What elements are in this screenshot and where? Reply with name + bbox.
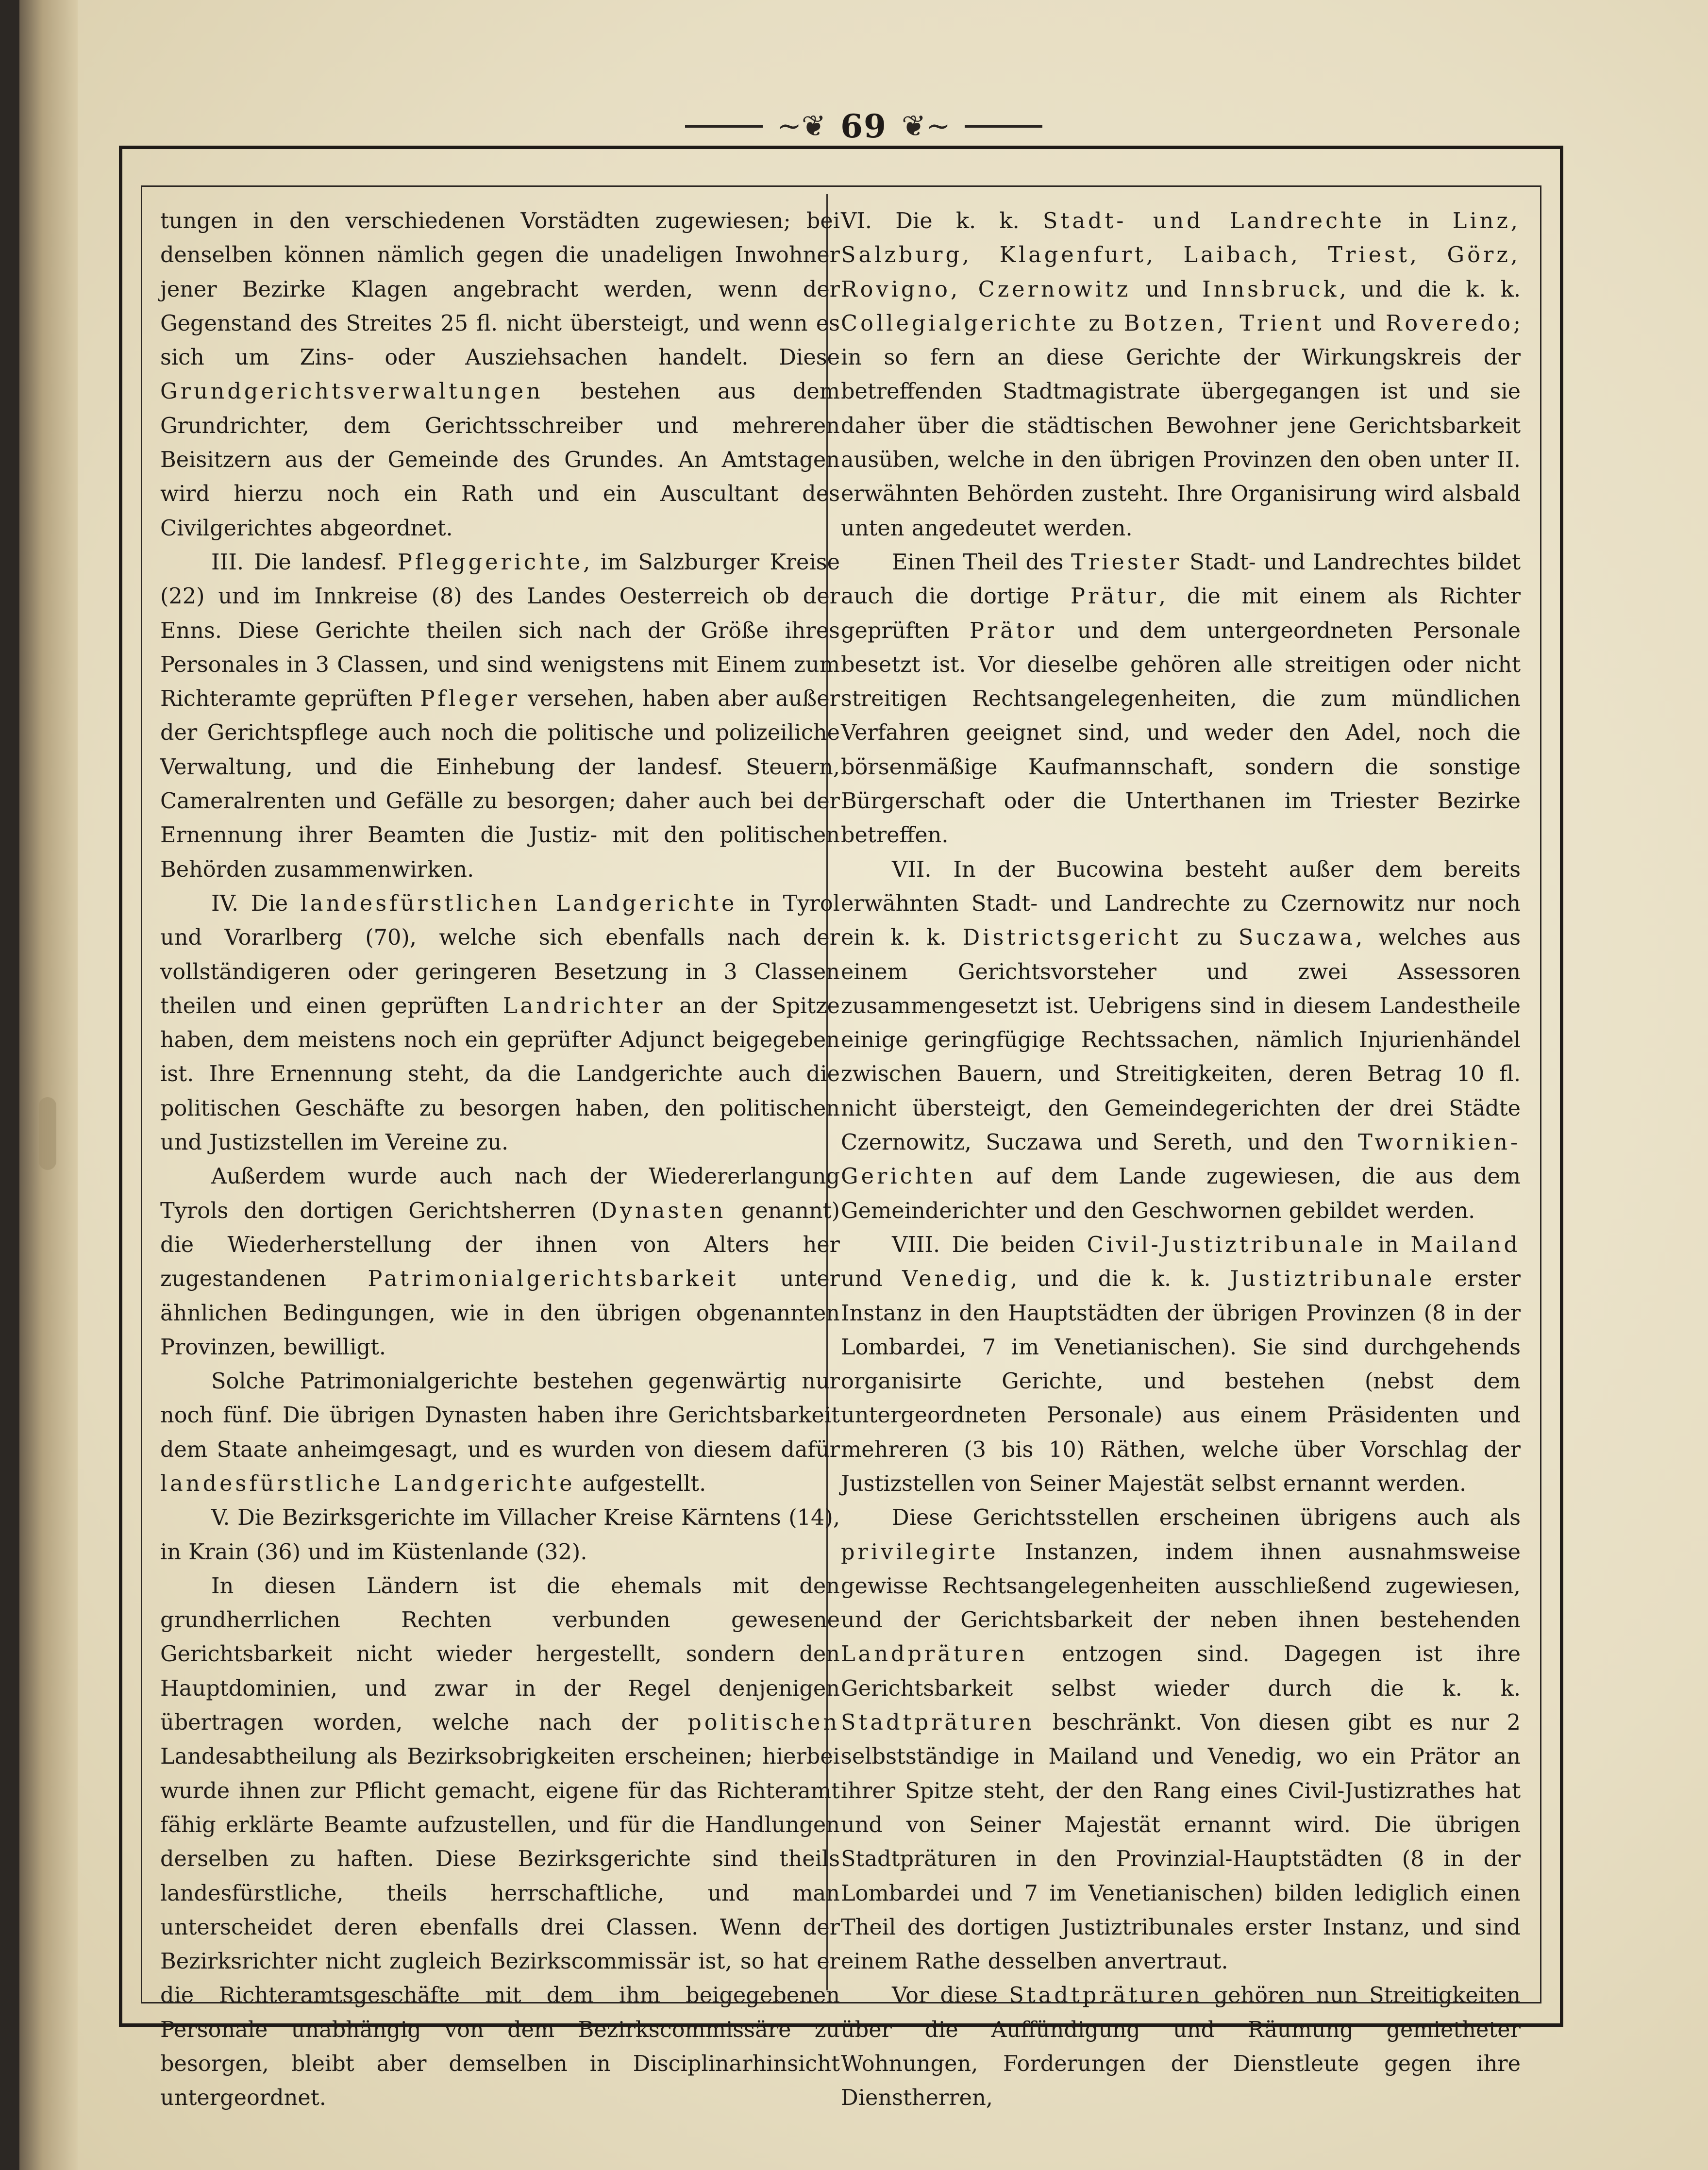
text-run: Landesabtheilung als Bezirksobrigkeiten erscheinen; hierbei wurde ihnen zur Pflicht gemacht, eigene für das Richteramt fähig erklärte Beamte aufzustellen, und für die Handlungen derselben zu haften. Diese Bezirksgerichte sind theils landesfürstliche, theils herrschaftliche, und man unterscheidet deren ebenfalls drei Classen. Wenn der Bezirksrichter nicht zugleich Bezirkscommissär ist, so hat er die Richteramtsgeschäfte mit dem ihm beigegebenen Personale unabhängig von dem Bezirkscommissäre zu besorgen, bleibt aber demselben in Disciplinarhinsicht untergeordnet. [160,1744,840,2111]
spaced-term: landesfürstliche Landgerichte [160,1470,575,1496]
paragraph [160,886,840,1159]
text-run: beschränkt. Von diesen gibt es nur 2 selbstständige in Mailand und Venedig, wo ein Prätor an ihrer Spitze steht, der den Rang eines Civil-Justizrathes hat und von Seiner Majestät ernannt wird. Die übrigen Stadtpräturen in den Provinzial-Hauptstädten (8 in der Lombardei und 7 im Venetianischen) bilden lediglich einen Theil des dortigen Justiztribunales erster Instanz, und sind einem Rathe desselben anvertraut. [841,1710,1521,1974]
spaced-term: Mailand [1410,1232,1521,1257]
page-header [19,102,1708,150]
paragraph [160,545,840,886]
text-run: VII. In der Bucowina besteht außer dem bereits erwähnten Stadt- und Landrechte zu Czernowitz nur noch ein k. k. [841,856,1521,951]
paragraph [160,1364,840,1501]
paragraph [841,1501,1521,1978]
text-run: versehen, haben aber außer der Gerichtspflege auch noch die politische und polizeiliche Verwaltung, und die Einhebung der landesf. Steuern, Cameralrenten und Gefälle zu besorgen; daher auch bei der Ernennung ihrer Beamten die Justiz- mit den politischen Behörden zusammenwirken. [160,686,840,882]
text-run: Außerdem wurde auch nach der Wiedererlangung Tyrols den dortigen Gerichtsherren ( [160,1164,840,1223]
text-run: unter ähnlichen Bedingungen, wie in den übrigen obgenannten Provinzen, bewilligt. [160,1266,840,1360]
text-run: III. Die landesf. [211,549,398,575]
text-run: zu [1079,310,1124,336]
text-run: und [841,1266,903,1292]
spaced-term: Patrimonialgerichtsbarkeit [368,1266,739,1292]
spaced-term: Linz, Salzburg, Klagenfurt, Laibach, Triest, Görz, Rovigno, Czernowitz [841,208,1521,302]
spaced-term: Pfleger [420,686,520,712]
spaced-term: Venedig [902,1266,1011,1292]
text-run: tungen in den verschiedenen Vorstädten zugewiesen; bei denselben können nämlich gegen die unadeligen Inwohner jener Bezirke Klagen angebracht werden, wenn der Gegenstand des Streites 25 fl. nicht übersteigt, und wenn es sich um Zins- oder Ausziehsachen handelt. Diese [160,208,840,370]
text-run: in [1385,208,1453,234]
paper-stain [39,1097,56,1170]
flourish-right-icon: ❦~ [901,109,951,143]
spaced-term: Triester [1071,549,1182,575]
spaced-term: Prätur [1071,584,1159,609]
spaced-term: Prätor [969,618,1057,643]
text-run: auf dem Lande zugewiesen, die aus dem Gemeinderichter und den Geschwornen gebildet werden. [841,1164,1521,1223]
text-run: In diesen Ländern ist die ehemals mit den grundherrlichen Rechten verbunden gewesene Gerichtsbarkeit nicht wieder hergestellt, sondern den Hauptdominien, und zwar in der Regel denjenigen übertragen worden, welche nach der [160,1573,840,1736]
text-run: und [1324,310,1386,336]
paragraph [841,852,1521,1228]
spaced-term: Landpräturen [841,1641,1028,1667]
spaced-term: Twornikien-Gerichten [841,1130,1521,1189]
text-run: Vor diese [892,1983,1009,2008]
spaced-term: Stadtpräturen [841,1710,1035,1736]
paragraph [841,204,1521,545]
spaced-term: politischen [687,1710,840,1736]
spaced-term: landesfürstlichen Landgerichte [300,890,737,916]
text-run: VI. Die k. k. [841,208,1043,234]
spaced-term: Collegialgerichte [841,310,1079,336]
paragraph [160,204,840,545]
text-run: erster Instanz in den Hauptstädten der übrigen Provinzen (8 in der Lombardei, 7 im Venetianischen). Sie sind durchgehends organisirte Gerichte, und bestehen (nebst dem untergeordneten Personale) aus einem Präsidenten und mehreren (3 bis 10) Räthen, welche über Vorschlag der Justizstellen von Seiner Majestät selbst ernannt werden. [841,1266,1521,1496]
text-run: VIII. Die beiden [892,1232,1087,1257]
paragraph [160,1159,840,1364]
spaced-term: Stadtpräturen [1009,1983,1203,2008]
paragraph [841,1228,1521,1501]
text-run: zu [1181,925,1239,951]
text-run: , und die k. k. [1339,276,1521,302]
text-run: Solche Patrimonialgerichte bestehen gegenwärtig nur noch fünf. Die übrigen Dynasten haben ihre Gerichtsbarkeit dem Staate anheimgesagt, und es wurden von diesem dafür [160,1369,840,1462]
spaced-term: Stadt- und Landrechte [1042,208,1385,234]
spaced-term: Justiztribunale [1230,1266,1435,1292]
text-run: Einen Theil des [892,549,1072,575]
text-run: IV. Die [211,890,301,916]
page-number: 69 [840,107,887,145]
spaced-term: privilegirte [841,1539,999,1565]
spaced-term: Grundgerichtsverwaltungen [160,379,543,404]
text-run: genannt) die Wiederherstellung der ihnen von Alters her zugestandenen [160,1198,840,1292]
spaced-term: Botzen, Trient [1123,310,1324,336]
text-run: Diese Gerichtsstellen erscheinen übrigens auch als [892,1505,1521,1531]
text-run: bestehen aus dem Grundrichter, dem Gerichtsschreiber und mehreren Beisitzern aus der Gemeinde des Grundes. An Amtstagen wird hierzu noch ein Rath und ein Auscultant des Civilgerichtes abgeordnet. [160,379,840,541]
header-rule-right [965,125,1042,128]
spaced-term: Civil-Justiztribunale [1087,1232,1366,1257]
paragraph [841,545,1521,852]
text-run: , welches aus einem Gerichtsvorsteher und zwei Assessoren zusammengesetzt ist. Uebrigens sind in diesem Landestheile einige geringfügige Rechtssachen, nämlich Injurienhändel zwischen Bauern, und Streitigkeiten, deren Betrag 10 fl. nicht übersteigt, den Gemeindegerichten der drei Städte Czernowitz, Suczawa und Sereth, und den [841,925,1521,1155]
spaced-term: Pfleggerichte [397,549,584,575]
text-run: in Tyrol und Vorarlberg (70), welche sich ebenfalls nach der vollständigeren oder geringeren Besetzung in 3 Classen theilen und einen geprüften [160,890,840,1018]
text-run: , im Salzburger Kreise (22) und im Innkreise (8) des Landes Oesterreich ob der Enns. Diese Gerichte theilen sich nach der Größe ihres Personales in 3 Classen, und sind wenigstens mit Einem zum Richteramte geprüften [160,549,840,712]
spaced-term: Landrichter [503,993,666,1018]
spaced-term: Innsbruck [1202,276,1340,302]
text-run: und dem untergeordneten Personale besetzt ist. Vor dieselbe gehören alle streitigen oder nicht streitigen Rechtsangelegenheiten, die zum mündlichen Verfahren geeignet sind, und weder den Adel, noch die börsenmäßige Kaufmannschaft, sondern die sonstige Bürgerschaft oder die Unterthanen im Triester Bezirke betreffen. [841,618,1521,848]
spaced-term: Districtsgericht [962,925,1181,951]
text-run: , die mit einem als Richter geprüften [841,584,1521,643]
text-run: in [1366,1232,1411,1257]
spaced-term: Suczawa [1238,925,1356,951]
paragraph [160,1569,840,2115]
spaced-term: Roveredo [1385,310,1513,336]
text-run: V. Die Bezirksgerichte im Villacher Kreise Kärntens (14), in Krain (36) und im Küstenlande (32). [160,1505,840,1565]
text-run: entzogen sind. Dagegen ist ihre Gerichtsbarkeit selbst wieder durch die k. k. [841,1641,1521,1701]
text-run: ; in so fern an diese Gerichte der Wirkungskreis der betreffenden Stadtmagistrate übergegangen ist und sie daher über die städtischen Bewohner jene Gerichtsbarkeit ausüben, welche in den übrigen Provinzen den oben unter II. erwähnten Behörden zusteht. Ihre Organisirung wird alsbald unten angedeutet werden. [841,310,1521,541]
text-run: an der Spitze haben, dem meistens noch ein geprüfter Adjunct beigegeben ist. Ihre Ernennung steht, da die Landgerichte auch die politischen Geschäfte zu besorgen haben, den politischen und Justizstellen im Vereine zu. [160,993,840,1155]
text-run: , und die k. k. [1010,1266,1230,1292]
left-column [160,204,840,2111]
text-run: gehören nun Streitigkeiten über die Auffündigung und Räumung gemietheter Wohnungen, Forderungen der Dienstleute gegen ihre Dienstherren, [841,1983,1521,2111]
flourish-left-icon: ~❦ [777,109,826,143]
paragraph [160,1501,840,1569]
text-run: aufgestellt. [575,1470,706,1496]
text-run: und [1131,276,1203,302]
book-spine-shadow [19,0,78,2170]
text-run: Instanzen, indem ihnen ausnahmsweise gewisse Rechtsangelegenheiten ausschließend zugewiesen, und der Gerichtsbarkeit der neben ihnen bestehenden [841,1539,1521,1633]
text-run: Stadt- und Landrechtes bildet auch die dortige [841,549,1521,609]
paragraph [841,1978,1521,2115]
spaced-term: Dynasten [600,1198,726,1223]
right-column [841,204,1521,2111]
header-rule-left [685,125,763,128]
